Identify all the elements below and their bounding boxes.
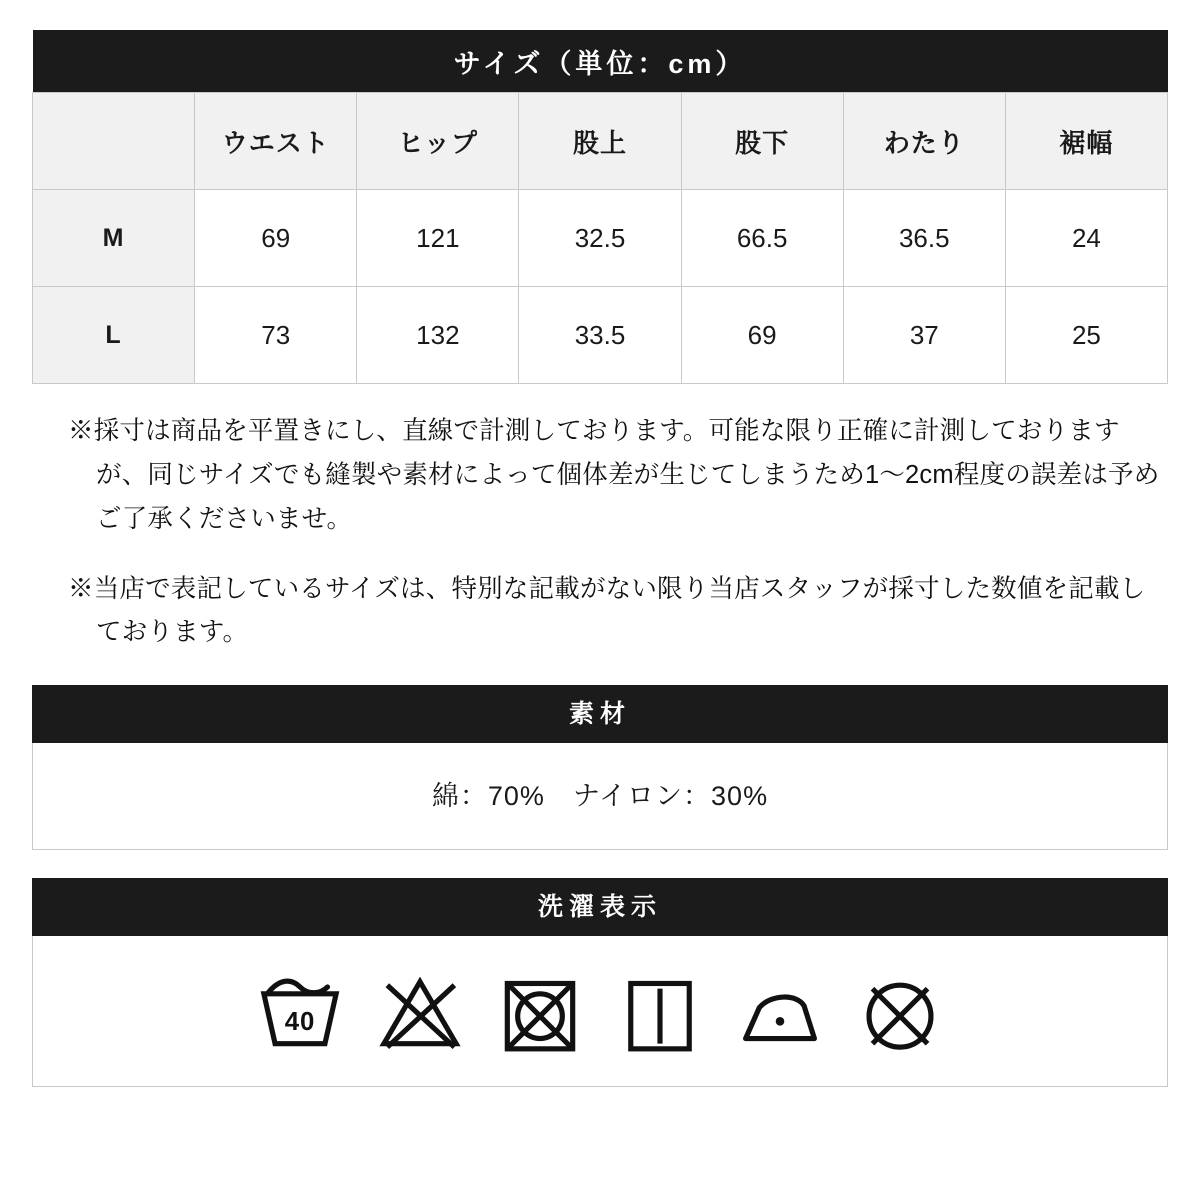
table-row <box>33 287 1168 384</box>
cell-l-waist: 73 <box>195 287 357 384</box>
cell-m-hip: 121 <box>357 190 519 287</box>
cell-l-hem: 25 <box>1005 287 1167 384</box>
svg-text:40: 40 <box>284 1008 316 1037</box>
no-tumble-dry-icon <box>497 968 583 1054</box>
wash-icons-row <box>33 936 1167 1086</box>
cell-m-waist: 69 <box>195 190 357 287</box>
cell-l-inseam: 69 <box>681 287 843 384</box>
size-table-title-row <box>33 30 1168 93</box>
cell-l-rise: 33.5 <box>519 287 681 384</box>
column-header-rise: 股上 <box>519 93 681 190</box>
iron-low-icon <box>737 968 823 1054</box>
cell-m-inseam: 66.5 <box>681 190 843 287</box>
note-staff-measured: ※当店で表記しているサイズは、特別な記載がない限り当店スタッフが採寸した数値を記載しております。 <box>68 574 1146 647</box>
cell-m-thigh: 36.5 <box>843 190 1005 287</box>
size-table-title: サイズ（単位：cm） <box>33 30 1168 93</box>
column-header-waist: ウエスト <box>195 93 357 190</box>
no-bleach-icon <box>377 968 463 1054</box>
cell-l-thigh: 37 <box>843 287 1005 384</box>
material-section <box>32 685 1168 850</box>
drip-dry-hang-icon <box>617 968 703 1054</box>
note-measurement: ※採寸は商品を平置きにし、直線で計測しております。可能な限り正確に計測しておりますが、同じサイズでも縫製や素材によって個体差が生じてしまうため1〜2cm程度の誤差は予めご了承くださいませ。 <box>68 417 1160 533</box>
table-row <box>33 190 1168 287</box>
column-header-thigh: わたり <box>843 93 1005 190</box>
material-header: 素材 <box>32 685 1168 743</box>
material-body: 綿：70% ナイロン：30% <box>33 743 1167 849</box>
wash-header: 洗濯表示 <box>32 878 1168 936</box>
cell-l-hip: 132 <box>357 287 519 384</box>
size-table <box>32 30 1168 384</box>
cell-m-hem: 24 <box>1005 190 1167 287</box>
row-label-m: M <box>33 190 195 287</box>
notes-block <box>32 410 1168 655</box>
column-header-hem: 裾幅 <box>1005 93 1167 190</box>
size-table-header-row <box>33 93 1168 190</box>
wash-section <box>32 878 1168 1087</box>
column-header-inseam: 股下 <box>681 93 843 190</box>
row-label-l: L <box>33 287 195 384</box>
cell-m-rise: 32.5 <box>519 190 681 287</box>
wash-40-icon <box>257 968 343 1054</box>
no-dry-clean-icon <box>857 968 943 1054</box>
column-header-hip: ヒップ <box>357 93 519 190</box>
size-table-corner-cell <box>33 93 195 190</box>
